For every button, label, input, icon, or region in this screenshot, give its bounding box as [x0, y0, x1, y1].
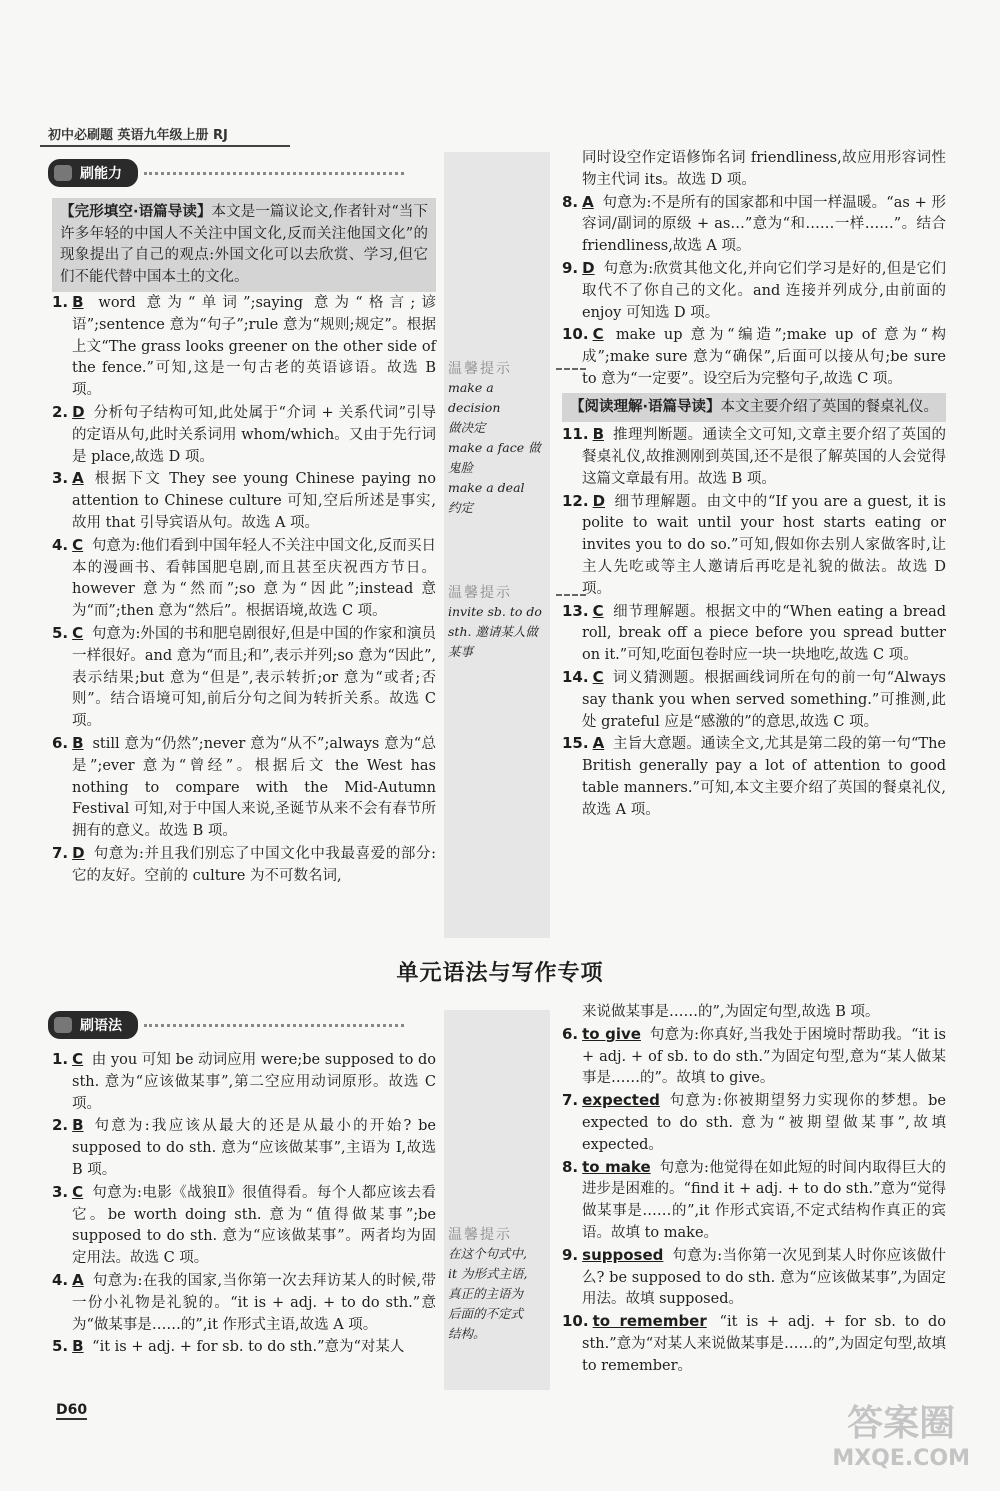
- item-answer: D: [72, 843, 85, 862]
- item-explanation: make up 意为“编造”;make up of 意为“构成”;make sure 意为“确保”,后面可以接从句;be sure to 意为“一定要”。设空后为完整句子,故选 C 项。: [582, 327, 946, 387]
- item-answer: C: [592, 601, 604, 620]
- answer-item: [562, 324, 946, 390]
- item-number: 13.: [562, 601, 589, 620]
- item-number: 2.: [52, 402, 69, 421]
- running-header: 初中必刷题 英语九年级上册 RJ: [48, 128, 228, 143]
- answer-item: [52, 535, 436, 623]
- item-number: 2.: [52, 1116, 69, 1135]
- answer-item: [52, 1049, 436, 1115]
- item-explanation: 句意为:不是所有的国家都和中国一样温暖。“as + 形容词/副词的原级 + as…”意为“和……一样……”。结合 friendliness,故选 A 项。: [582, 194, 946, 255]
- item-answer: D: [592, 491, 606, 510]
- tip-title: 温馨提示: [448, 361, 512, 377]
- tip-line: 结构。: [448, 1326, 486, 1341]
- intro-label: 【完形填空·语篇导读】: [60, 204, 212, 220]
- tip-text: [448, 1244, 548, 1344]
- item-number: 6.: [52, 733, 69, 752]
- item-number: 5.: [52, 623, 69, 642]
- answer-item: [562, 733, 946, 821]
- item-answer: C: [72, 1050, 84, 1068]
- tip-line: 真正的主语为: [448, 1286, 524, 1301]
- section-title: 单元语法与写作专项: [396, 961, 604, 986]
- header-rule: [40, 145, 290, 147]
- answer-item: [52, 733, 436, 843]
- item-explanation: 由 you 可知 be 动词应用 were;be supposed to do sth. 意为“应该做某事”,第二空应用动词原形。故选 C 项。: [72, 1052, 436, 1112]
- watermark-url: MXQE.COM: [832, 1446, 970, 1471]
- item-number: 15.: [562, 734, 589, 753]
- answer-list: [52, 1049, 436, 1359]
- item-answer: to remember: [592, 1312, 707, 1331]
- dotted-rule: [144, 172, 404, 175]
- item-number: 3.: [52, 1182, 69, 1201]
- item-number: 9.: [562, 1245, 579, 1264]
- item-explanation: 句意为:当你第一次见到某人时你应该做什么? be supposed to do sth. 意为“应该做某事”,为固定用法。故填 supposed。: [582, 1247, 946, 1308]
- answer-item: [562, 424, 946, 490]
- tip-line: make a decision: [448, 380, 501, 415]
- answer-item: [52, 1182, 436, 1270]
- watermark-logo: 答案圈: [847, 1403, 956, 1444]
- answer-list: [562, 1024, 946, 1378]
- tip-line: 某事: [448, 644, 474, 659]
- item-answer: A: [72, 1270, 84, 1289]
- item-explanation: 句意为:并且我们别忘了中国文化中我最喜爱的部分:它的友好。空前的 culture 为不可数名词,: [72, 845, 436, 884]
- item-answer: to give: [582, 1024, 641, 1043]
- tips-column-2: [444, 1010, 550, 1390]
- item-number: 8.: [562, 1157, 579, 1176]
- item-number: 10.: [562, 325, 589, 344]
- answer-item: [52, 843, 436, 888]
- item-explanation: 句意为:你真好,当我处于困境时帮助我。“it is + adj. + of sb. to do sth.”为固定句型,意为“某人做某事是……的”。故填 to give。: [582, 1026, 946, 1087]
- item-answer: C: [592, 668, 604, 687]
- item-explanation: 词义猜测题。根据画线词所在句的前一句“Always say thank you when served something.”可推测,此处 grateful 应是“感激的”的意思,故选 C 项。: [582, 670, 946, 730]
- item-explanation: 句意为:我应该从最大的还是从最小的开始? be supposed to do sth. 意为“应该做某事”,主语为 I,故选 B 项。: [72, 1118, 436, 1178]
- item-number: 14.: [562, 668, 589, 687]
- tip-box-2: [448, 582, 548, 662]
- answer-item: [562, 1245, 946, 1311]
- tip-line: 后面的不定式: [448, 1306, 524, 1321]
- answer-item: [562, 1024, 946, 1090]
- item-number: 6.: [562, 1024, 579, 1043]
- item-number: 1.: [52, 1050, 69, 1068]
- item-number: 12.: [562, 491, 589, 510]
- intro-text: 本文主要介绍了英国的餐桌礼仪。: [720, 398, 939, 415]
- left-column-2: [52, 1049, 436, 1359]
- item-number: 7.: [52, 843, 69, 862]
- item-number: 8.: [562, 192, 579, 211]
- tip-line: invite sb. to do: [448, 604, 542, 619]
- item-answer: B: [72, 1116, 84, 1135]
- item-explanation: 句意为:在我的国家,当你第一次去拜访某人的时候,带一份小礼物是礼貌的。“it is + adj. + to do sth.”意为“做某事是……的”,it 作形式主语,故选 A 项。: [72, 1272, 436, 1333]
- item-number: 4.: [52, 1270, 69, 1289]
- item-number: 5.: [52, 1337, 69, 1356]
- item-explanation: 分析句子结构可知,此处属于“介词 + 关系代词”引导的定语从句,此时关系词用 whom/which。又由于先行词是 place,故选 D 项。: [72, 404, 436, 465]
- answer-item: [52, 1270, 436, 1336]
- item-explanation: 句意为:他们看到中国年轻人不关注中国文化,反而买日本的漫画书、看韩国肥皂剧,而且甚至庆祝西方节日。however 意为“然而”;so 意为“因此”;instead 意为“而”;then 意为“然后”。根据语境,故选 C 项。: [72, 537, 436, 620]
- page-number: D60: [56, 1402, 88, 1418]
- item-number: 9.: [562, 258, 579, 277]
- item-explanation: 句意为:你被期望努力实现你的梦想。be expected to do sth. 意为“被期望做某事”,故填 expected。: [582, 1093, 946, 1153]
- item-answer: D: [72, 402, 85, 421]
- item-answer: B: [72, 293, 84, 311]
- item-explanation: 主旨大意题。通读全文,尤其是第二段的第一句“The British generally pay a lot of attention to good table manners.”可知,本文主要介绍了英国的餐桌礼仪,故选 A 项。: [582, 736, 946, 818]
- answer-item: [52, 402, 436, 468]
- item-number: 1.: [52, 293, 69, 311]
- item-explanation: 句意为:他觉得在如此短的时间内取得巨大的进步是困难的。“find it + adj. + to do sth.”意为“觉得做某事是……的”,it 作形式宾语,不定式结构作真正的宾语。故填 to make。: [582, 1159, 946, 1241]
- item-number: 11.: [562, 425, 589, 444]
- tip-line: sth. 邀请某人做: [448, 624, 538, 639]
- answer-item: [52, 468, 436, 534]
- right-column-1: [562, 148, 946, 822]
- item-answer: C: [72, 623, 84, 642]
- tip-line: 鬼脸: [448, 460, 474, 475]
- item-answer: A: [582, 192, 594, 211]
- item-explanation: still 意为“仍然”;never 意为“从不”;always 意为“总是”;ever 意为“曾经”。根据后文 the West has nothing to compare with the Mid-Autumn Festival 可知,对于中国人来说,圣诞节从来不会有春节所拥有的意义。故选 B 项。: [72, 735, 436, 840]
- tip-line: 做决定: [448, 420, 486, 435]
- item-answer: C: [72, 1182, 84, 1201]
- answer-item: [52, 623, 436, 733]
- badge-label: 刷语法: [48, 1011, 138, 1039]
- reading-intro: [562, 393, 946, 423]
- tip-text: [448, 602, 548, 662]
- answer-list: [562, 424, 946, 821]
- answer-item: [562, 258, 946, 324]
- item-answer: supposed: [582, 1245, 664, 1264]
- tip-line: it 为形式主语,: [448, 1266, 528, 1281]
- answer-list: [562, 192, 946, 391]
- tip-line: 在这个句式中,: [448, 1246, 527, 1261]
- badge-ability: [48, 160, 404, 186]
- badge-label: 刷能力: [48, 159, 138, 187]
- answer-item: [562, 1090, 946, 1156]
- watermark: [832, 1395, 970, 1471]
- tip-title: 温馨提示: [448, 585, 512, 601]
- cloze-intro: [52, 198, 436, 292]
- item-number: 10.: [562, 1312, 589, 1331]
- answer-item: [562, 491, 946, 601]
- continued-text: 同时设空作定语修饰名词 friendliness,故应用形容词性物主代词 its。故选 D 项。: [582, 150, 946, 188]
- item-answer: expected: [582, 1091, 660, 1110]
- item-answer: D: [582, 258, 595, 277]
- item-answer: A: [592, 734, 605, 753]
- answer-item: [562, 1311, 946, 1377]
- answer-item: [52, 1336, 436, 1359]
- item-answer: B: [72, 1337, 84, 1356]
- tip-box-1: [448, 358, 548, 518]
- answer-item: [562, 601, 946, 667]
- answer-item: [562, 1157, 946, 1245]
- item-explanation: 细节理解题。根据文中的“When eating a bread roll, break off a piece before you spread butter on it.”可知,吃面包卷时应一块一块地吃,故选 C 项。: [582, 603, 946, 664]
- intro-text: 本文是一篇议论文,作者针对“当下许多年轻的中国人不关注中国文化,反而关注他国文化”的现象提出了自己的观点:外国文化可以去欣赏、学习,但它们不能代替中国本土的文化。: [60, 204, 428, 285]
- tip-line: make a face 做: [448, 440, 541, 455]
- item-number: 4.: [52, 535, 69, 554]
- item-explanation: 句意为:外国的书和肥皂剧很好,但是中国的作家和演员一样很好。and 意为“而且;和”,表示并列;so 意为“因此”,表示结果;but 意为“但是”,表示转折;or 意为“或者;否则”。结合语境可知,前后分句之间为转折关系。故选 C 项。: [72, 625, 436, 730]
- answer-item: [562, 667, 946, 733]
- item-explanation: “it is + adj. + for sb. to do sth.”意为“对某人来说做某事是……的”,为固定句型,故填 to remember。: [582, 1314, 946, 1374]
- item-explanation: 句意为:欣赏其他文化,并向它们学习是好的,但是它们取代不了你自己的文化。and 连接并列成分,由前面的 enjoy 可知选 D 项。: [582, 260, 946, 321]
- item-number: 3.: [52, 469, 69, 488]
- tip-box-3: [448, 1224, 548, 1344]
- answer-item: [52, 292, 436, 402]
- tip-line: make a deal: [448, 480, 525, 495]
- item-number: 7.: [562, 1091, 579, 1110]
- answer-list: [52, 292, 436, 888]
- item-answer: to make: [582, 1157, 651, 1176]
- answer-item: [52, 1115, 436, 1181]
- item-answer: C: [592, 325, 604, 344]
- tips-column-1: [444, 152, 550, 938]
- item-explanation: 根据下文 They see young Chinese paying no attention to Chinese culture 可知,空后所述是事实,故用 that 引导宾语从句。故选 A 项。: [72, 471, 436, 531]
- item-answer: B: [72, 733, 84, 752]
- answer-item: [562, 192, 946, 258]
- item-explanation: 句意为:电影《战狼Ⅱ》很值得看。每个人都应该去看它。be worth doing sth. 意为“值得做某事”;be supposed to do sth. 意为“应该做某事”。两者均为固定用法。故选 C 项。: [72, 1184, 436, 1267]
- tip-line: 约定: [448, 500, 474, 515]
- continued-text: 来说做某事是……的”,为固定句型,故选 B 项。: [582, 1004, 880, 1020]
- item-explanation: 推理判断题。通读全文可知,文章主要介绍了英国的餐桌礼仪,故推测刚到英国,还不是很了解英国的人会觉得这篇文章最有用。故选 B 项。: [582, 427, 946, 487]
- item-answer: B: [592, 425, 605, 444]
- item-explanation: “it is + adj. + for sb. to do sth.”意为“对某人: [87, 1339, 405, 1356]
- tip-title: 温馨提示: [448, 1227, 512, 1243]
- intro-label: 【阅读理解·语篇导读】: [570, 398, 721, 415]
- dotted-rule: [144, 1024, 404, 1027]
- tip-text: [448, 378, 548, 518]
- badge-grammar: [48, 1012, 404, 1038]
- left-column-1: [52, 198, 436, 888]
- right-column-2: [562, 1002, 946, 1378]
- item-answer: A: [72, 469, 84, 488]
- item-explanation: word 意为“单词”;saying 意为“格言;谚语”;sentence 意为“句子”;rule 意为“规则;规定”。根据上文“The grass looks greener on the other side of the fence.”可知,这是一句古老的英语谚语。故选 B 项。: [72, 295, 436, 399]
- item-explanation: 细节理解题。由文中的“If you are a guest, it is polite to wait until your host starts eating or invites you to do so.”可知,假如你去别人家做客时,让主人先吃或等主人邀请后再吃是礼貌的做法。故选 D 项。: [582, 493, 946, 597]
- item-answer: C: [72, 535, 84, 554]
